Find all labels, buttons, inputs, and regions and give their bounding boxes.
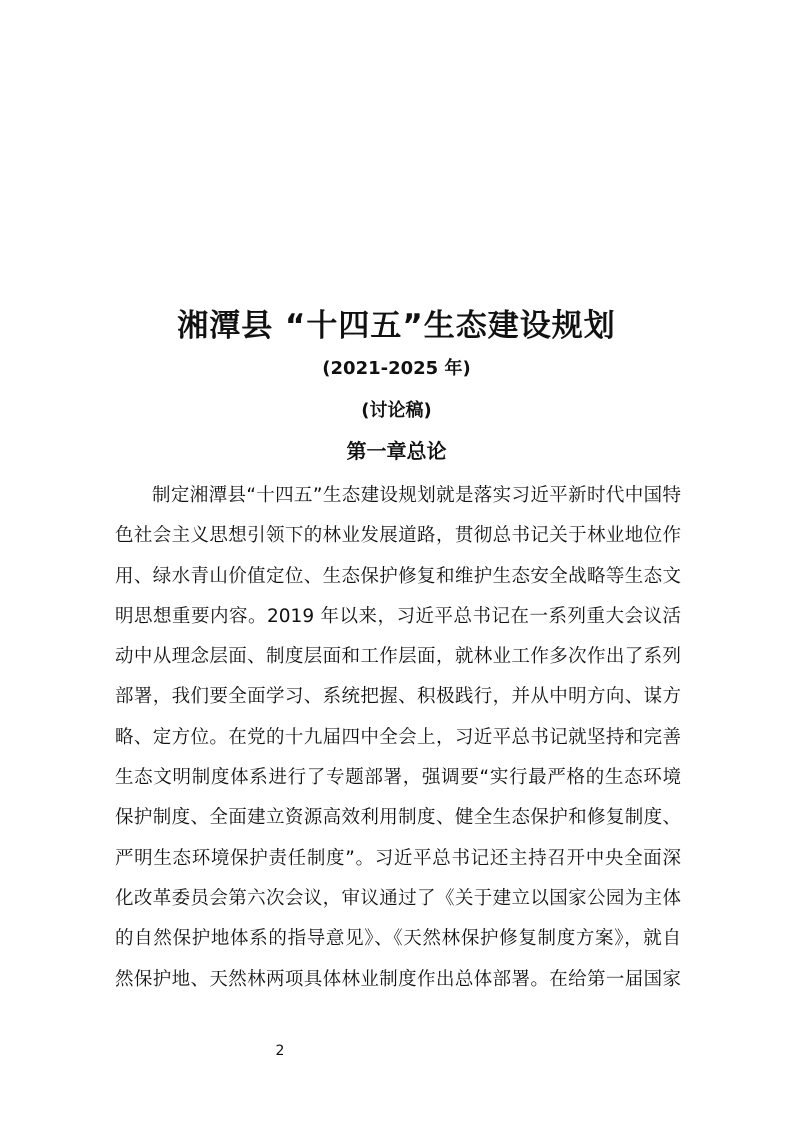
paragraph-line: 色社会主义思想引领下的林业发展道路，贯彻总书记关于林业地位作: [115, 525, 681, 547]
paragraph-line: 保护制度、全面建立资源高效利用制度、健全生态保护和修复制度、: [115, 807, 681, 829]
paragraph-line: 略、定方位。在党的十九届四中全会上，习近平总书记就坚持和完善: [115, 726, 681, 748]
paragraph-line: 的自然保护地体系的指导意见》、《天然林保护修复制度方案》，就自: [115, 928, 681, 950]
paragraph-line: 严明生态环境保护责任制度”。习近平总书记还主持召开中央全面深: [115, 847, 681, 869]
document-title: 湘潭县 “十四五”生态建设规划: [177, 308, 616, 344]
paragraph-line: 用、绿水青山价值定位、生态保护修复和维护生态安全战略等生态文: [115, 565, 681, 587]
chapter-heading: 第一章总论: [346, 439, 447, 463]
body-paragraph: [115, 476, 681, 1000]
paragraph-line: 动中从理念层面、制度层面和工作层面，就林业工作多次作出了系列: [115, 646, 681, 668]
page-number: 2: [275, 1043, 285, 1059]
document-draft-label: (讨论稿): [361, 400, 432, 421]
paragraph-line: 生态文明制度体系进行了专题部署，强调要“实行最严格的生态环境: [115, 767, 681, 789]
paragraph-line: 明思想重要内容。2019 年以来，习近平总书记在一系列重大会议活: [115, 605, 681, 627]
paragraph-line: 制定湘潭县“十四五”生态建设规划就是落实习近平新时代中国特: [152, 485, 681, 506]
paragraph-line: 然保护地、天然林两项具体林业制度作出总体部署。在给第一届国家: [115, 968, 681, 990]
paragraph-line: 部署，我们要全面学习、系统把握、积极践行，并从中明方向、谋方: [115, 686, 681, 708]
paragraph-line: 化改革委员会第六次会议，审议通过了《关于建立以国家公园为主体: [115, 887, 681, 909]
document-years: (2021-2025 年): [322, 358, 471, 379]
